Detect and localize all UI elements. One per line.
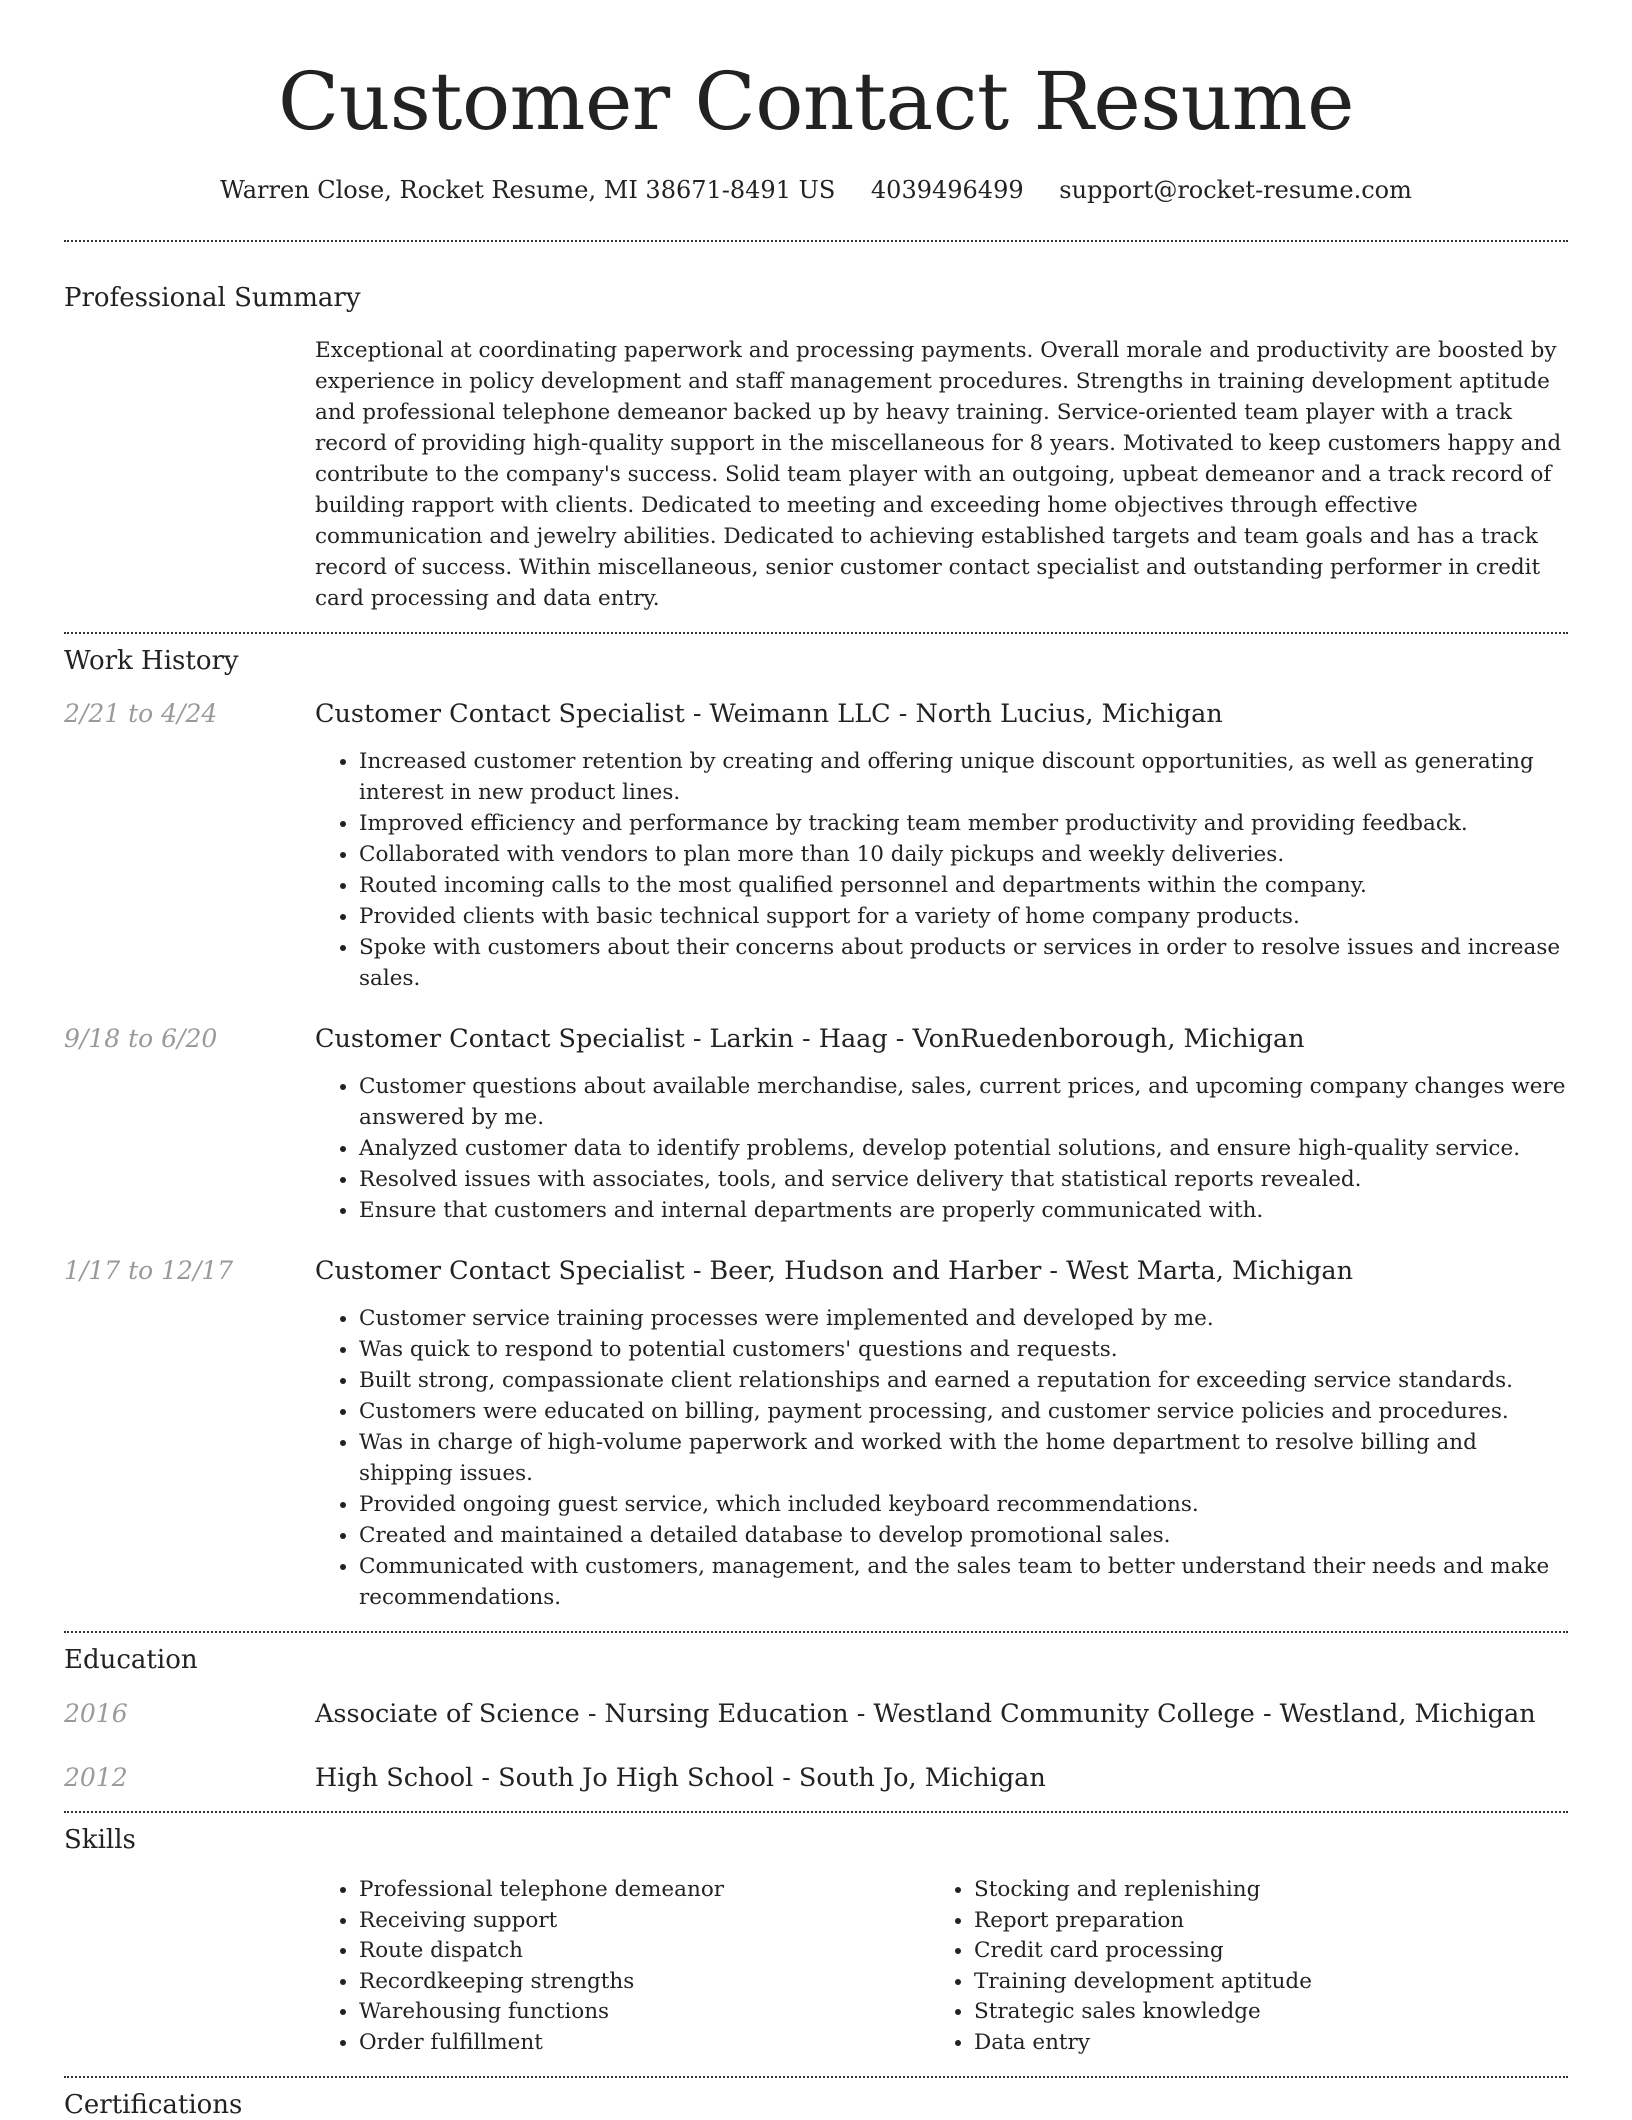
divider xyxy=(64,632,1568,634)
work-bullets xyxy=(315,1071,1568,1226)
skills-list xyxy=(315,1875,1568,2058)
contact-line xyxy=(64,176,1568,204)
list-item: • Was quick to respond to potential customers' questions and requests. xyxy=(359,1334,1568,1365)
skill-item: • Professional telephone demeanor xyxy=(359,1875,930,1906)
list-item: • Analyzed customer data to identify problems, develop potential solutions, and ensure high-quality service. xyxy=(359,1133,1568,1164)
list-item: • Created and maintained a detailed database to develop promotional sales. xyxy=(359,1520,1568,1551)
skill-item: • Receiving support xyxy=(359,1906,930,1937)
education-entry xyxy=(64,1699,1568,1729)
section-title-education: Education xyxy=(64,1645,198,1675)
divider xyxy=(64,240,1568,242)
summary-text: Exceptional at coordinating paperwork and processing payments. Overall morale and productivity are boosted by experience in policy development and staff management procedures. Strengths in training development aptitude and professional telephone demeanor backed up by heavy training. Service-oriented team player with a track record of providing high-quality support in the miscellaneous for 8 years. Motivated to keep customers happy and contribute to the company's success. Solid team player with an outgoing, upbeat demeanor and a track record of building rapport with clients. Dedicated to meeting and exceeding home objectives through effective communication and jewelry abilities. Dedicated to achieving established targets and team goals and has a track record of success. Within miscellaneous, senior customer contact specialist and outstanding performer in credit card processing and data entry. xyxy=(315,338,1562,611)
section-title-certifications: Certifications xyxy=(64,2090,243,2120)
skill-item: • Stocking and replenishing xyxy=(974,1875,1545,1906)
skill-item: • Report preparation xyxy=(974,1906,1545,1937)
work-dates: 9/18 to 6/20 xyxy=(64,1024,218,1053)
list-item: • Ensure that customers and internal departments are properly communicated with. xyxy=(359,1195,1568,1226)
list-item: • Resolved issues with associates, tools, and service delivery that statistical reports revealed. xyxy=(359,1164,1568,1195)
education-entry xyxy=(64,1763,1568,1793)
skills-column-right xyxy=(930,1875,1545,2058)
list-item: • Customer service training processes were implemented and developed by me. xyxy=(359,1303,1568,1334)
work-entry xyxy=(64,1256,1568,1613)
section-title-summary: Professional Summary xyxy=(64,283,361,313)
list-item: • Provided clients with basic technical support for a variety of home company products. xyxy=(359,901,1568,932)
divider xyxy=(64,2076,1568,2078)
skill-item: • Recordkeeping strengths xyxy=(359,1967,930,1998)
education-heading: High School - South Jo High School - South Jo, Michigan xyxy=(315,1763,1046,1793)
skill-item: • Credit card processing xyxy=(974,1936,1545,1967)
list-item: • Improved efficiency and performance by tracking team member productivity and providing feedback. xyxy=(359,808,1568,839)
contact-phone: 4039496499 xyxy=(870,176,1024,204)
work-bullets xyxy=(315,1303,1568,1613)
skill-item: • Data entry xyxy=(974,2028,1545,2059)
list-item: • Customer questions about available merchandise, sales, current prices, and upcoming company changes were answered by me. xyxy=(359,1071,1568,1133)
section-title-skills: Skills xyxy=(64,1825,136,1855)
work-heading: Customer Contact Specialist - Beer, Hudson and Harber - West Marta, Michigan xyxy=(315,1256,1354,1286)
contact-address: Warren Close, Rocket Resume, MI 38671-8491 US xyxy=(220,176,836,204)
work-heading: Customer Contact Specialist - Weimann LLC - North Lucius, Michigan xyxy=(315,699,1223,729)
list-item: • Communicated with customers, management, and the sales team to better understand their needs and make recommendations. xyxy=(359,1551,1568,1613)
list-item: • Spoke with customers about their concerns about products or services in order to resolve issues and increase sales. xyxy=(359,932,1568,994)
list-item: • Customers were educated on billing, payment processing, and customer service policies and procedures. xyxy=(359,1396,1568,1427)
education-year: 2016 xyxy=(64,1699,128,1728)
list-item: • Increased customer retention by creating and offering unique discount opportunities, as well as generating interest in new product lines. xyxy=(359,746,1568,808)
work-entry xyxy=(64,699,1568,994)
work-heading: Customer Contact Specialist - Larkin - Haag - VonRuedenborough, Michigan xyxy=(315,1024,1305,1054)
divider xyxy=(64,1631,1568,1633)
section-title-work: Work History xyxy=(64,646,239,676)
list-item: • Built strong, compassionate client relationships and earned a reputation for exceeding service standards. xyxy=(359,1365,1568,1396)
page-title: Customer Contact Resume xyxy=(278,55,1354,148)
resume-page xyxy=(64,0,1568,2120)
skill-item: • Training development aptitude xyxy=(974,1967,1545,1998)
skill-item: • Order fulfillment xyxy=(359,2028,930,2059)
list-item: • Was in charge of high-volume paperwork and worked with the home department to resolve billing and shipping issues. xyxy=(359,1427,1568,1489)
list-item: • Routed incoming calls to the most qualified personnel and departments within the company. xyxy=(359,870,1568,901)
skill-item: • Route dispatch xyxy=(359,1936,930,1967)
work-dates: 2/21 to 4/24 xyxy=(64,699,218,728)
education-year: 2012 xyxy=(64,1763,128,1792)
list-item: • Provided ongoing guest service, which included keyboard recommendations. xyxy=(359,1489,1568,1520)
skill-item: • Strategic sales knowledge xyxy=(974,1997,1545,2028)
list-item: • Collaborated with vendors to plan more than 10 daily pickups and weekly deliveries. xyxy=(359,839,1568,870)
contact-email: support@rocket-resume.com xyxy=(1059,176,1412,204)
education-heading: Associate of Science - Nursing Education - Westland Community College - Westland, Michigan xyxy=(315,1699,1536,1729)
work-entry xyxy=(64,1024,1568,1226)
divider xyxy=(64,1811,1568,1813)
skill-item: • Warehousing functions xyxy=(359,1997,930,2028)
work-bullets xyxy=(315,746,1568,994)
skills-column-left xyxy=(315,1875,930,2058)
work-dates: 1/17 to 12/17 xyxy=(64,1256,234,1285)
